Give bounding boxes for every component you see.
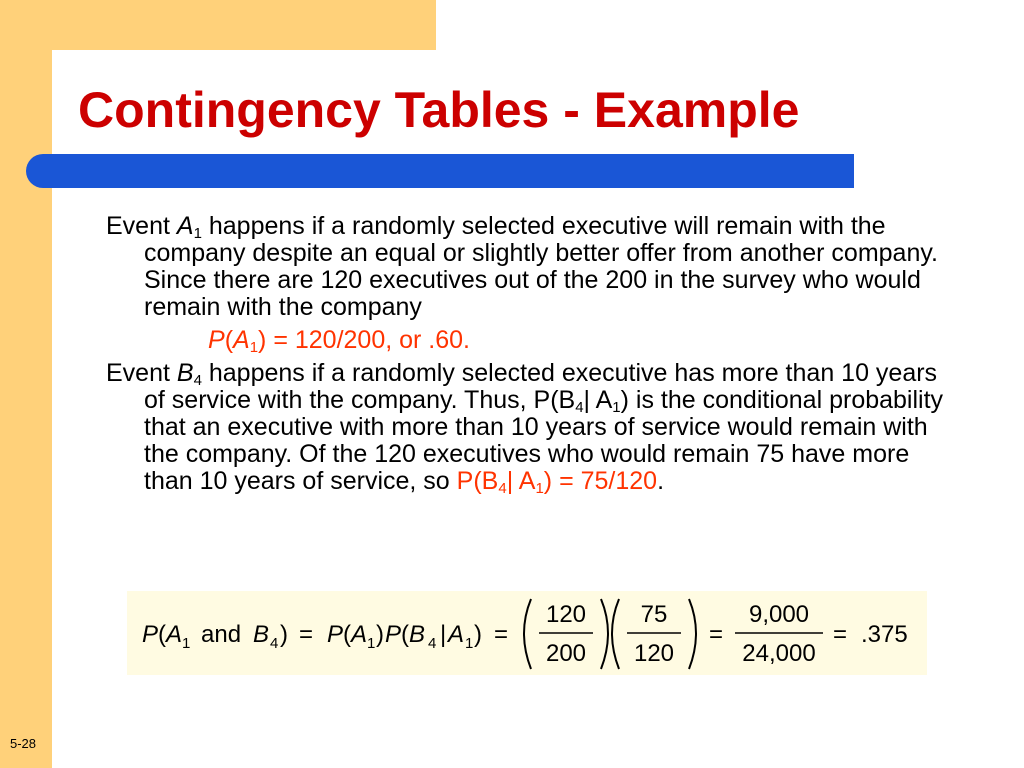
slide-title: Contingency Tables - Example [78, 82, 800, 138]
svg-text:B: B [253, 621, 270, 648]
paragraph-event-b4: Event $B_4$ happens if a randomly selected executive has more than 10 years of service with the company. Thus, $P(B_4|$ $A_1$) is the conditional probability that an executive with more than 10 years of service would remain with the company. Of the 120 executives who would remain 75 have more than 10 years of service, so $P(B_4|$ $A_1) = 75/120$. [106, 359, 944, 497]
slide-number: 5-28 [10, 736, 37, 751]
svg-text:4: 4 [428, 635, 437, 652]
svg-text:120: 120 [545, 601, 587, 628]
svg-text:75: 75 [640, 601, 668, 628]
svg-text:1: 1 [182, 635, 191, 652]
svg-text:4: 4 [270, 635, 279, 652]
svg-text:=: = [299, 621, 314, 648]
left-accent-bar [0, 0, 52, 768]
paragraph-event-a1: Event $A_1$ happens if a randomly selected executive will remain with the company despite an equal or slightly better offer from another company. Since there are 120 executives out of the 200 in the survey who would remain with the company [106, 212, 938, 321]
svg-text:P(A: P(A [142, 621, 183, 648]
svg-text:9,000: 9,000 [748, 601, 810, 628]
svg-text:|: | [440, 621, 447, 648]
svg-text:P(B: P(B [385, 621, 426, 648]
svg-text:and: and [201, 621, 242, 648]
title-underline-bar [26, 154, 854, 188]
svg-text:=: = [833, 621, 848, 648]
svg-text:120: 120 [633, 640, 675, 667]
svg-text:): ) [280, 621, 288, 648]
equation-box [127, 591, 927, 675]
svg-text:24,000: 24,000 [742, 640, 816, 667]
svg-text:200: 200 [545, 640, 587, 667]
svg-text:1: 1 [367, 635, 376, 652]
top-accent-bar [0, 0, 436, 50]
svg-text:1: 1 [465, 635, 474, 652]
svg-text:A: A [448, 621, 465, 648]
conditional-probability-highlight: $P(B_4|$ $A_1) = 75/120$ [456, 467, 658, 497]
formula-p-a1: $P(A_1) = 120/200$, or .60. [208, 326, 470, 356]
svg-text:): ) [376, 621, 384, 648]
svg-text:): ) [474, 621, 482, 648]
svg-text:=: = [494, 621, 509, 648]
slide-body [106, 213, 956, 501]
svg-text:.375: .375 [861, 621, 908, 648]
equation-image [127, 591, 927, 675]
svg-text:=: = [709, 621, 724, 648]
svg-text:P(A: P(A [327, 621, 368, 648]
